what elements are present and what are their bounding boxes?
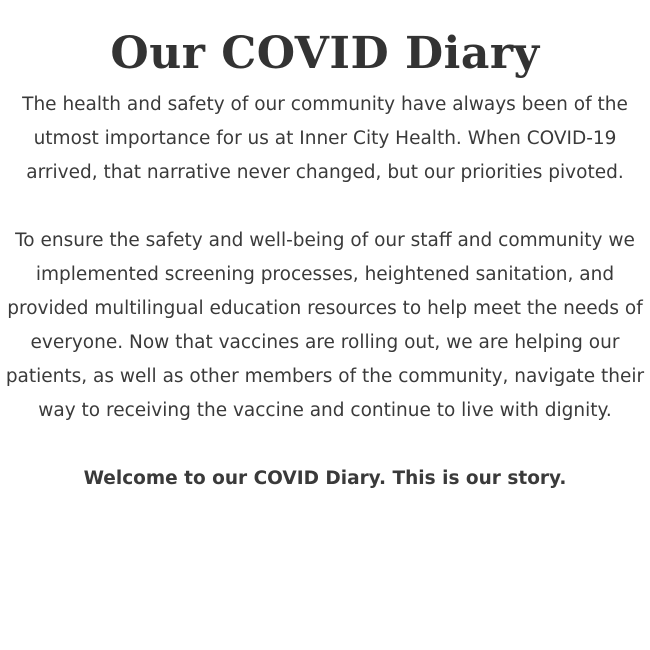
intro-paragraph: The health and safety of our community have always been of the utmost importance for us at Inner City Health. When COVID-19 arrived, that narrative never changed, but our priorities pivoted. (22, 94, 628, 183)
page-title: Our COVID Diary (110, 28, 540, 79)
paragraph-spacer (4, 190, 646, 224)
closing-statement: Welcome to our COVID Diary. This is our story. (83, 468, 567, 489)
paragraph-spacer (4, 428, 646, 462)
body-paragraph: To ensure the safety and well-being of our staff and community we implemented screening processes, heightened sanitation, and provided multilingual education resources to help meet the needs of everyone. Now that vaccines are rolling out, we are helping our patients, as well as other members of the community, navigate their way to receiving the vaccine and continue to live with dignity. (5, 230, 645, 421)
